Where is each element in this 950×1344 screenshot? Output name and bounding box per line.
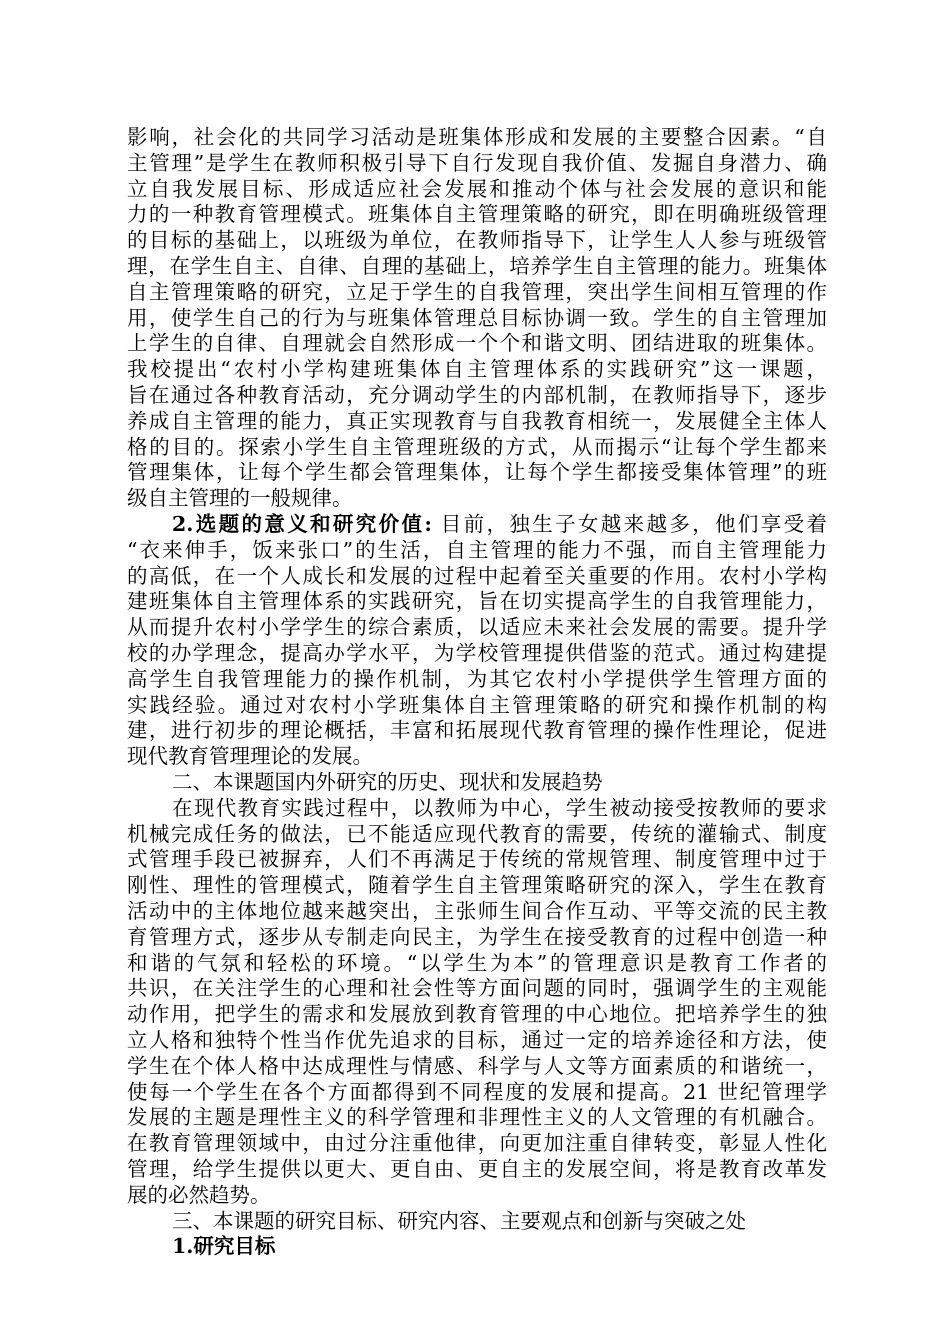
text-line: 用，使学生自己的行为与班集体管理总目标协调一致。学生的自主管理加 — [127, 305, 827, 330]
text-line: 管理集体，让每个学生都会管理集体，让每个学生都接受集体管理”的班 — [127, 460, 827, 485]
text-line: 旨在通过各种教育活动，充分调动学生的内部机制，在教师指导下，逐步 — [127, 383, 827, 407]
text-line: 格的目的。探索小学生自主管理班级的方式，从而揭示“让每个学生都来 — [127, 434, 827, 459]
paragraph-first-line: 在现代教育实践过程中，以教师为中心，学生被动接受按教师的要求 — [172, 795, 827, 820]
text-line: 活动中的主体地位越来越突出，主张师生间合作互动、平等交流的民主教 — [127, 899, 827, 923]
text-line: 校的办学理念，提高办学水平，为学校管理提供借鉴的范式。通过构建提 — [127, 641, 827, 665]
text-line: 力的一种教育管理模式。班集体自主管理策略的研究，即在明确班级管理 — [127, 202, 827, 227]
text-line: 的目标的基础上，以班级为单位，在教师指导下，让学生人人参与班级管 — [127, 228, 827, 253]
text-line: 共识，在关注学生的心理和社会性等方面问题的同时，强调学生的主观能 — [127, 976, 827, 1001]
text-line: 动作用，把学生的需求和发展放到教育管理的中心地位。把培养学生的独 — [127, 1002, 827, 1027]
text-line: 建，进行初步的理论概括，丰富和拓展现代教育管理的操作性理论，促进 — [127, 718, 827, 743]
text-line: 现代教育管理理论的发展。 — [127, 744, 373, 769]
text-line: 理，在学生自主、自律、自理的基础上，培养学生自主管理的能力。班集体 — [127, 254, 827, 278]
text-line: 和谐的气氛和轻松的环境。“以学生为本”的管理意识是教育工作者的 — [127, 950, 827, 975]
text-line: 主管理”是学生在教师积极引导下自行发现自我价值、发掘自身潜力、确 — [127, 150, 827, 175]
text-line: 机械完成任务的做法，已不能适应现代教育的需要，传统的灌输式、制度 — [127, 821, 827, 846]
text-line: 影响，社会化的共同学习活动是班集体形成和发展的主要整合因素。“自 — [127, 125, 827, 149]
text-line: 管理，给学生提供以更大、更自由、更自主的发展空间，将是教育改革发 — [127, 1157, 827, 1181]
text-line: 发展的主题是理性主义的科学管理和非理性主义的人文管理的有机融合。 — [127, 1105, 827, 1130]
text-line: 在教育管理领域中，由过分注重他律，向更加注重自律转变，彰显人性化 — [127, 1131, 827, 1156]
section-subheading: 2.选题的意义和研究价值: — [172, 512, 432, 536]
section-subheading: 1.研究目标 — [172, 1234, 276, 1259]
text-line: 展的必然趋势。 — [127, 1182, 271, 1207]
text-line: 级自主管理的一般规律。 — [127, 486, 353, 511]
text-line: “衣来伸手，饭来张口”的生活，自主管理的能力不强，而自主管理能力 — [127, 537, 827, 562]
text-line: 实践经验。通过对农村小学班集体自主管理策略的研究和操作机制的构 — [127, 692, 827, 717]
text-line: 养成自主管理的能力，真正实现教育与自我教育相统一，发展健全主体人 — [127, 408, 827, 433]
paragraph-first-line — [172, 512, 827, 538]
text-line: 自主管理策略的研究，立足于学生的自我管理，突出学生间相互管理的作 — [127, 279, 827, 304]
section-heading: 二、本课题国内外研究的历史、现状和发展趋势 — [172, 770, 603, 794]
section-heading: 三、本课题的研究目标、研究内容、主要观点和创新与突破之处 — [172, 1208, 746, 1233]
text-line: 高学生自我管理能力的操作机制，为其它农村小学提供学生管理方面的 — [127, 666, 827, 691]
text-line: 立人格和独特个性当作优先追求的目标，通过一定的培养途径和方法，使 — [127, 1028, 827, 1052]
text-line: 式管理手段已被摒弃，人们不再满足于传统的常规管理、制度管理中过于 — [127, 847, 827, 872]
text-line: 上学生的自律、自理就会自然形成一个个和谐文明、团结进取的班集体。 — [127, 331, 827, 356]
text-line: 育管理方式，逐步从专制走向民主，为学生在接受教育的过程中创造一种 — [127, 924, 827, 949]
text-line: 立自我发展目标、形成适应社会发展和推动个体与社会发展的意识和能 — [127, 176, 827, 201]
text-line: 建班集体自主管理体系的实践研究，旨在切实提高学生的自我管理能力， — [127, 589, 827, 614]
text-line: 刚性、理性的管理模式，随着学生自主管理策略研究的深入，学生在教育 — [127, 873, 827, 898]
text-line: 的高低，在一个人成长和发展的过程中起着至关重要的作用。农村小学构 — [127, 563, 827, 588]
text-line: 我校提出“农村小学构建班集体自主管理体系的实践研究”这一课题， — [127, 357, 827, 382]
text-line: 从而提升农村小学学生的综合素质，以适应未来社会发展的需要。提升学 — [127, 615, 827, 640]
text-line: 学生在个体人格中达成理性与情感、科学与人文等方面素质的和谐统一， — [127, 1053, 827, 1078]
text-line: 使每一个学生在各个方面都得到不同程度的发展和提高。21 世纪管理学 — [127, 1079, 827, 1104]
text-span: 目前，独生子女越来越多，他们享受着 — [431, 512, 828, 536]
